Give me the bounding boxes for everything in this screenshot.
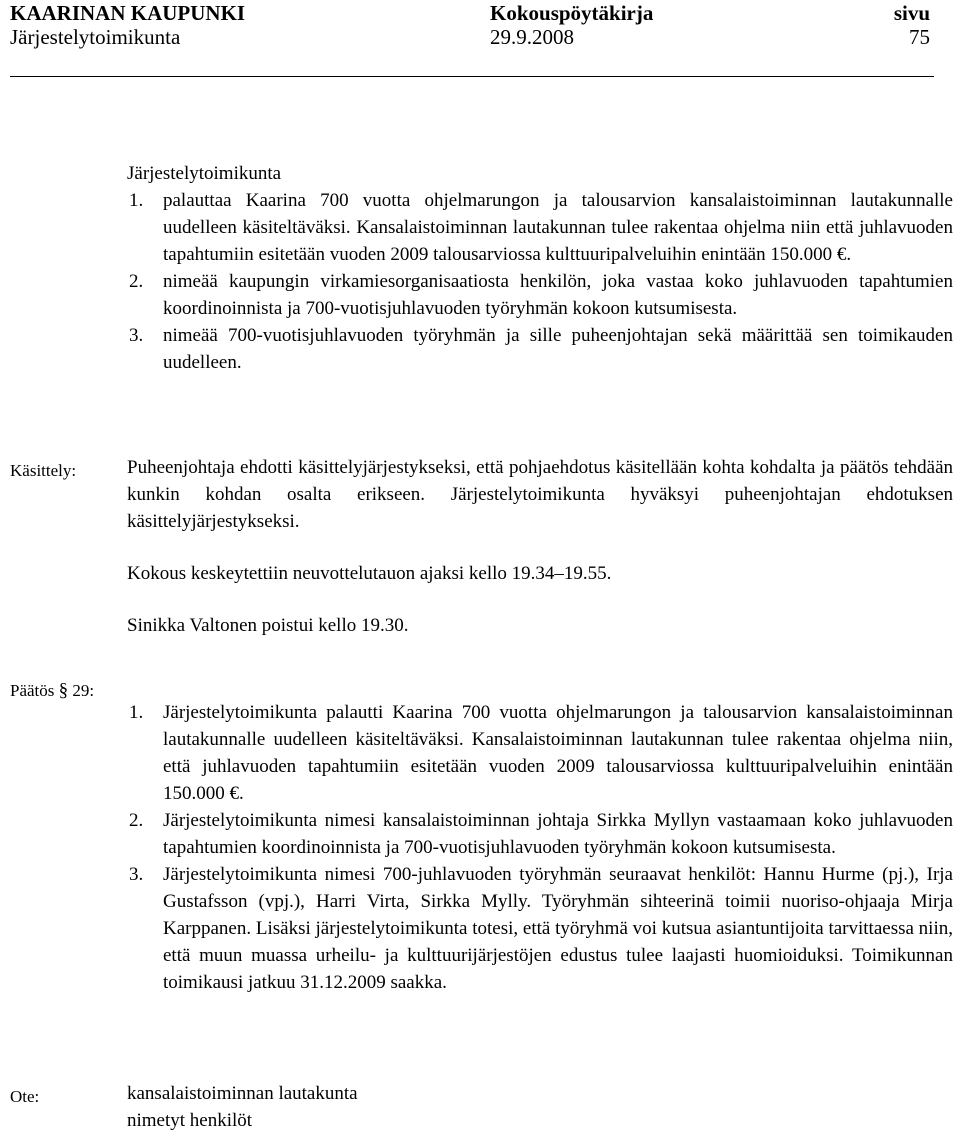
decision-list (127, 699, 953, 996)
list-number: 3. (129, 864, 144, 885)
handling-paragraph: Sinikka Valtonen poistui kello 19.30. (127, 615, 409, 636)
note-line: kansalaistoiminnan lautakunta (127, 1083, 358, 1104)
note-line: nimetyt henkilöt (127, 1110, 253, 1131)
list-item (127, 807, 953, 861)
proposal-list (127, 187, 953, 376)
list-item (127, 322, 953, 376)
proposal-heading: Järjestelytoimikunta (127, 163, 282, 184)
list-text: palauttaa Kaarina 700 vuotta ohjelmarungon ja talousarvion kansalaistoiminnan lautakunnalle uudelleen käsiteltäväksi. Kansalaistoiminnan lautakunnan tulee rakentaa ohjelma niin että juhlavuoden tapahtumiin esitetään vuoden 2009 talousarviossa kulttuuripalveluihin enintään 150.000 €. (163, 190, 953, 265)
list-text: Järjestelytoimikunta nimesi kansalaistoiminnan johtaja Sirkka Myllyn vastaamaan koko juhlavuoden tapahtumien koordinoinnista ja 700-vuotisjuhlavuoden työryhmän kokoon kutsumisesta. (163, 810, 953, 858)
handling-section (127, 454, 953, 639)
list-number: 2. (129, 271, 144, 292)
header-row-1 (10, 0, 930, 26)
decision-number: 29: (72, 681, 95, 700)
section-sign: § (58, 680, 69, 701)
list-number: 1. (129, 190, 144, 211)
list-number: 1. (129, 702, 144, 723)
meeting-date: 29.9.2008 (490, 25, 574, 49)
note-section (127, 1080, 953, 1134)
list-text: Järjestelytoimikunta nimesi 700-juhlavuoden työryhmän seuraavat henkilöt: Hannu Hurme (pj.), Irja Gustafsson (vpj.), Harri Virta, Sirkka Mylly. Työryhmän sihteerinä toimii nuoriso-ohjaaja Mirja Karppanen. Lisäksi järjestelytoimikunta totesi, että työryhmä voi kutsua asiantuntijoita tarvittaessa niin, että muun muassa urheilu- ja kulttuurijärjestöjen edustus tulee laajasti huomioiduksi. Toimikunnan toimikausi jatkuu 31.12.2009 saakka. (163, 864, 953, 993)
decision-section (127, 699, 953, 996)
list-text: nimeää kaupungin virkamiesorganisaatiosta henkilön, joka vastaa koko juhlavuoden tapahtumien koordinoinnista ja 700-vuotisjuhlavuoden työryhmän kokoon kutsumisesta. (163, 271, 953, 319)
list-item (127, 861, 953, 996)
list-number: 3. (129, 325, 144, 346)
page-label: sivu (893, 1, 930, 25)
page-number: 75 (909, 25, 930, 49)
handling-paragraph: Kokous keskeytettiin neuvottelutauon ajaksi kello 19.34–19.55. (127, 563, 612, 584)
note-label: Ote: (10, 1087, 40, 1106)
list-text: Järjestelytoimikunta palautti Kaarina 700 vuotta ohjelmarungon ja talousarvion kansalaistoiminnan lautakunnalle uudelleen käsiteltäväksi. Kansalaistoiminnan lautakunnan tulee rakentaa ohjelma niin, että juhlavuoden tapahtumiin esitetään vuoden 2009 talousarviossa kulttuuripalveluihin enintään 150.000 €. (163, 702, 953, 804)
list-text: nimeää 700-vuotisjuhlavuoden työryhmän ja sille puheenjohtajan sekä määrittää sen toimikauden uudelleen. (163, 325, 953, 373)
header-row-2 (10, 24, 930, 50)
org-name: KAARINAN KAUPUNKI (10, 1, 246, 25)
decision-label-text: Päätös (10, 681, 55, 700)
list-item (127, 268, 953, 322)
document-type: Kokouspöytäkirja (490, 1, 654, 25)
handling-label: Käsittely: (10, 461, 77, 480)
header-divider (10, 76, 934, 77)
handling-paragraph: Puheenjohtaja ehdotti käsittelyjärjestykseksi, että pohjaehdotus käsitellään kohta kohdalta ja päätös tehdään kunkin kohdan osalta erikseen. Järjestelytoimikunta hyväksyi puheenjohtajan ehdotuksen käsittelyjärjestykseksi. (127, 457, 953, 532)
proposal-section (127, 160, 953, 376)
list-item (127, 187, 953, 268)
list-number: 2. (129, 810, 144, 831)
decision-label (10, 677, 94, 704)
list-item (127, 699, 953, 807)
body-name: Järjestelytoimikunta (10, 25, 181, 49)
